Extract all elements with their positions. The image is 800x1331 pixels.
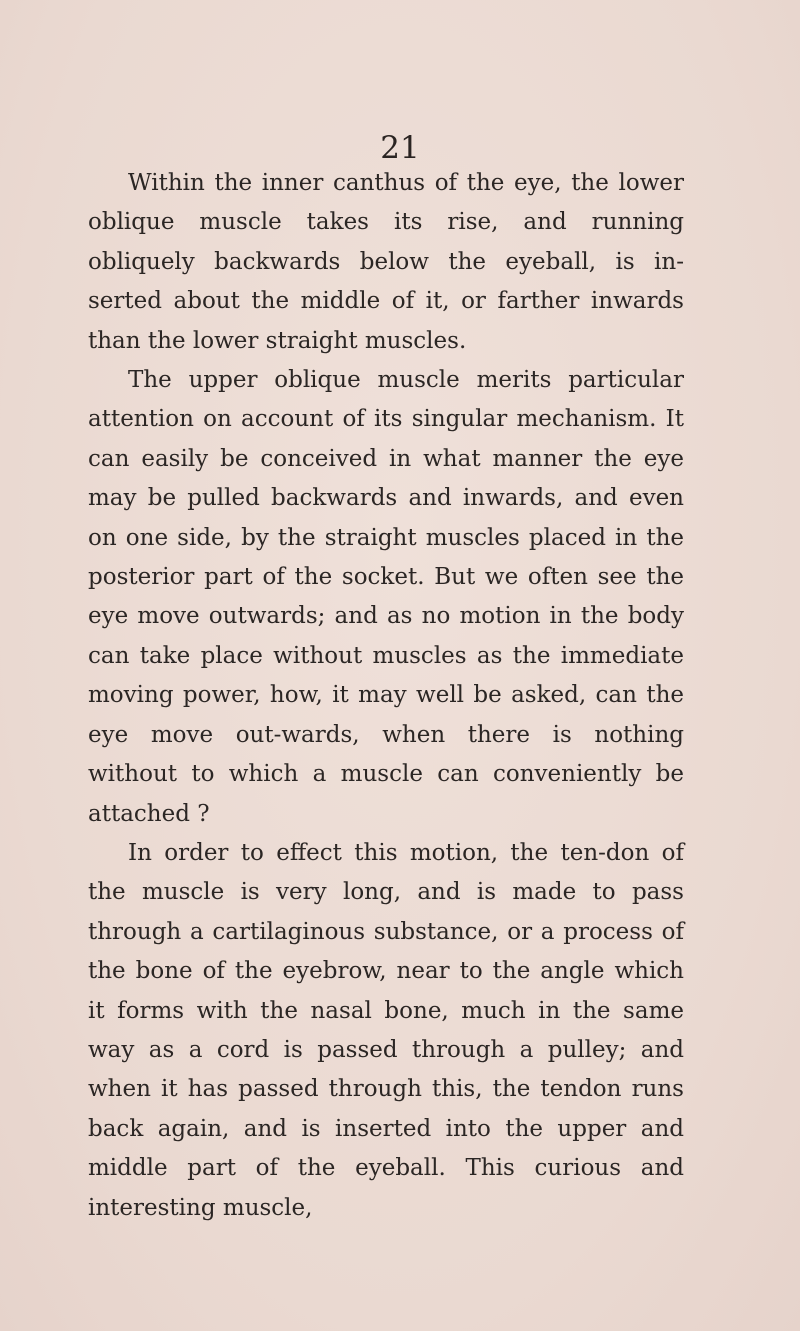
paragraph-tendon-pulley: In order to effect this motion, the ten-don of the muscle is very long, and is made to pass through a cartilaginous substance, or a process of the bone of the eyebrow, near to the angle which it forms with the nasal bone, much in the same way as a cord is passed through a pulley; and when it has passed through this, the tendon runs back again, and is inserted into the upper and middle part of the eyeball. This curious and interesting muscle, xyxy=(88,839,684,1221)
paragraph-inner-canthus: Within the inner canthus of the eye, the lower oblique muscle takes its rise, and running obliquely backwards below the eyeball, is in-serted about the middle of it, or farther inwards than the lower straight muscles. xyxy=(88,170,684,354)
paragraph-upper-oblique: The upper oblique muscle merits particular attention on account of its singular mechanism. It can easily be conceived in what manner the eye may be pulled backwards and inwards, and even on one side, by the straight muscles placed in the posterior part of the socket. But we often see the eye move outwards; and as no motion in the body can take place without muscles as the immediate moving power, how, it may well be asked, can the eye move out-wards, when there is nothing without to which a muscle can conveniently be attached ? xyxy=(88,367,684,827)
page-number: 21 xyxy=(380,130,420,166)
body-text xyxy=(88,164,684,1228)
